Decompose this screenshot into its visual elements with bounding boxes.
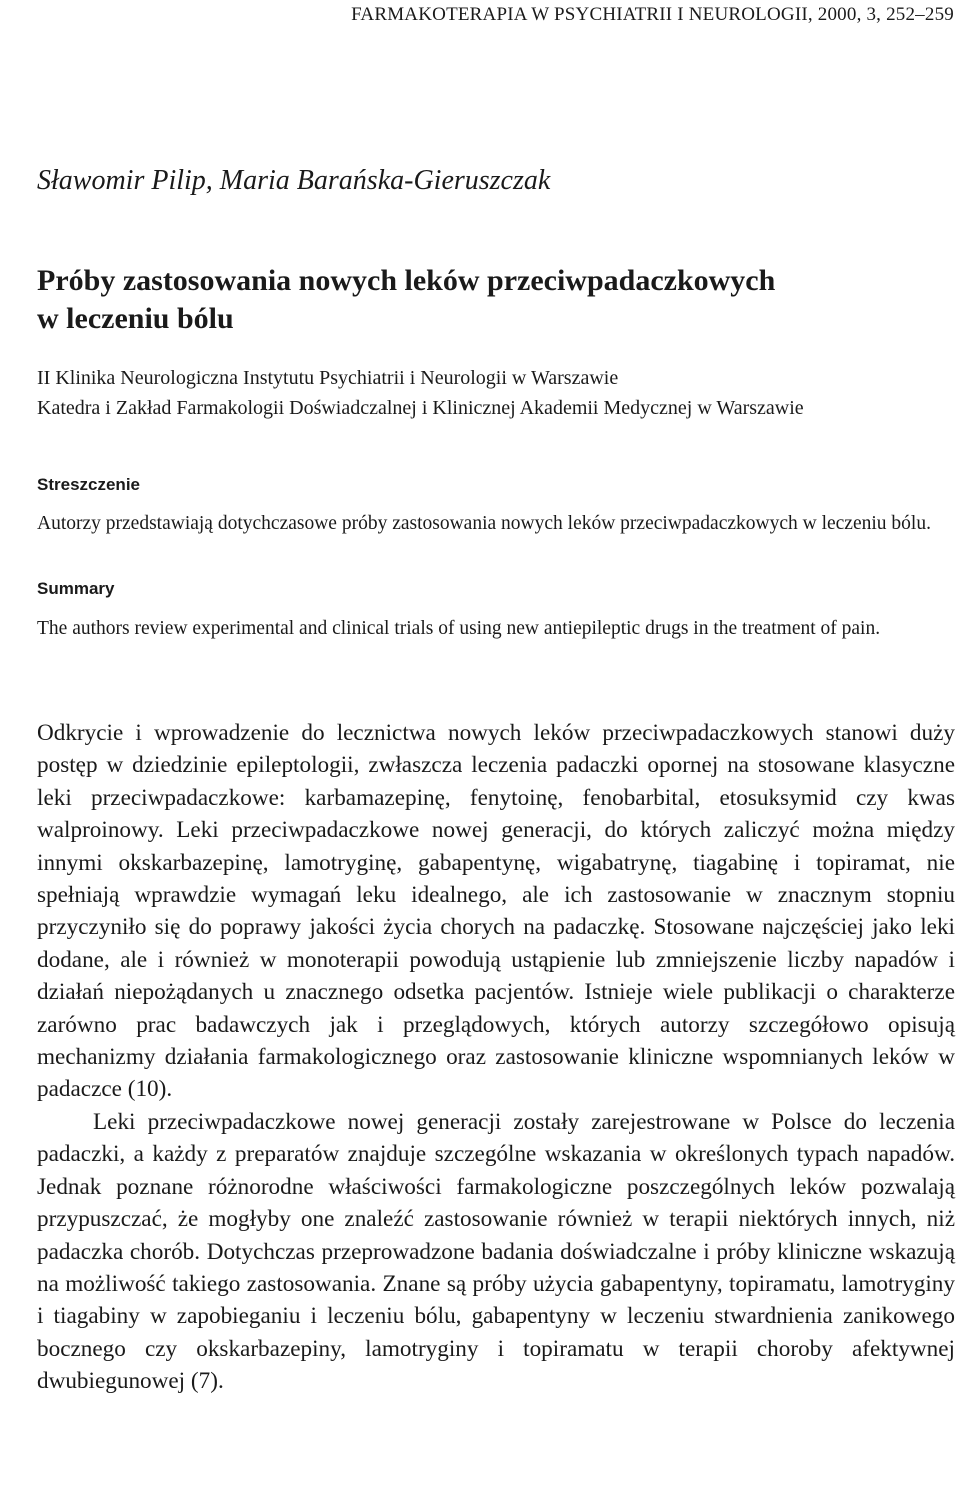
abstract-en-heading: Summary <box>37 579 115 598</box>
journal-header: FARMAKOTERAPIA W PSYCHIATRII I NEUROLOGII, 2000, 3, 252–259 <box>351 4 954 25</box>
abstract-pl-text: Autorzy przedstawiają dotychczasowe próby zastosowania nowych leków przeciwpadaczkowych w leczeniu bólu. <box>37 513 931 534</box>
affiliation-2: Katedra i Zakład Farmakologii Doświadczalnej i Klinicznej Akademii Medycznej w Warszawie <box>37 397 804 419</box>
article-title <box>37 262 775 338</box>
body-paragraph-1: Odkrycie i wprowadzenie do lecznictwa nowych leków przeciwpadaczkowych stanowi duży postęp w dziedzinie epileptologii, zwłaszcza leczenia padaczki opornej na stosowane klasyczne leki przeciwpadaczkowe: karbamazepinę, fenytoinę, fenobarbital, etosuksymid czy kwas walproinowy. Leki przeciwpadaczkowe nowej generacji, do których zaliczyć można między innymi okskarbazepinę, lamotryginę, gabapentynę, wigabatrynę, tiagabinę i topiramat, nie spełniają wprawdzie wymagań leku idealnego, ale ich zastosowanie w znacznym stopniu przyczyniło się do poprawy jakości życia chorych na padaczkę. Stosowane najczęściej jako leki dodane, ale i również w monoterapii powodują ustąpienie lub zmniejszenie liczby napadów i działań niepożądanych u znacznego odsetka pacjentów. Istnieje wiele publikacji o charakterze zarówno prac badawczych jak i przeglądowych, których autorzy szczegółowo opisują mechanizmy działania farmakologicznego oraz zastosowanie kliniczne wspomnianych leków w padaczce (10). <box>37 720 955 1103</box>
author-list: Sławomir Pilip, Maria Barańska-Gieruszczak <box>37 165 551 196</box>
article-title-line-2: w leczeniu bólu <box>37 302 234 335</box>
body-paragraph-2: Leki przeciwpadaczkowe nowej generacji zostały zarejestrowane w Polsce do leczenia padaczki, a każdy z preparatów znajduje szczególne wskazania w określonych typach napadów. Jednak poznane różnorodne właściwości farmakologiczne poszczególnych leków pozwalają przypuszczać, że mogłyby one znaleźć zastosowanie również w terapii niektórych innych, niż padaczka chorób. Dotychczas przeprowadzone badania doświadczalne i próby kliniczne wskazują na możliwość takiego zastosowania. Znane są próby użycia gabapentyny, topiramatu, lamotryginy i tiagabiny w zapobieganiu i leczeniu bólu, gabapentyny w leczeniu stwardnienia zanikowego bocznego czy okskarbazepiny, lamotryginy i topiramatu w terapii choroby afektywnej dwubiegunowej (7). <box>37 1108 955 1395</box>
abstract-pl-heading: Streszczenie <box>37 475 140 494</box>
affiliation-1: II Klinika Neurologiczna Instytutu Psychiatrii i Neurologii w Warszawie <box>37 367 619 389</box>
affiliations <box>37 363 804 423</box>
article-title-line-1: Próby zastosowania nowych leków przeciwpadaczkowych <box>37 264 776 297</box>
abstract-en-text: The authors review experimental and clinical trials of using new antiepileptic drugs in the treatment of pain. <box>37 618 881 639</box>
article-body <box>37 717 955 1398</box>
